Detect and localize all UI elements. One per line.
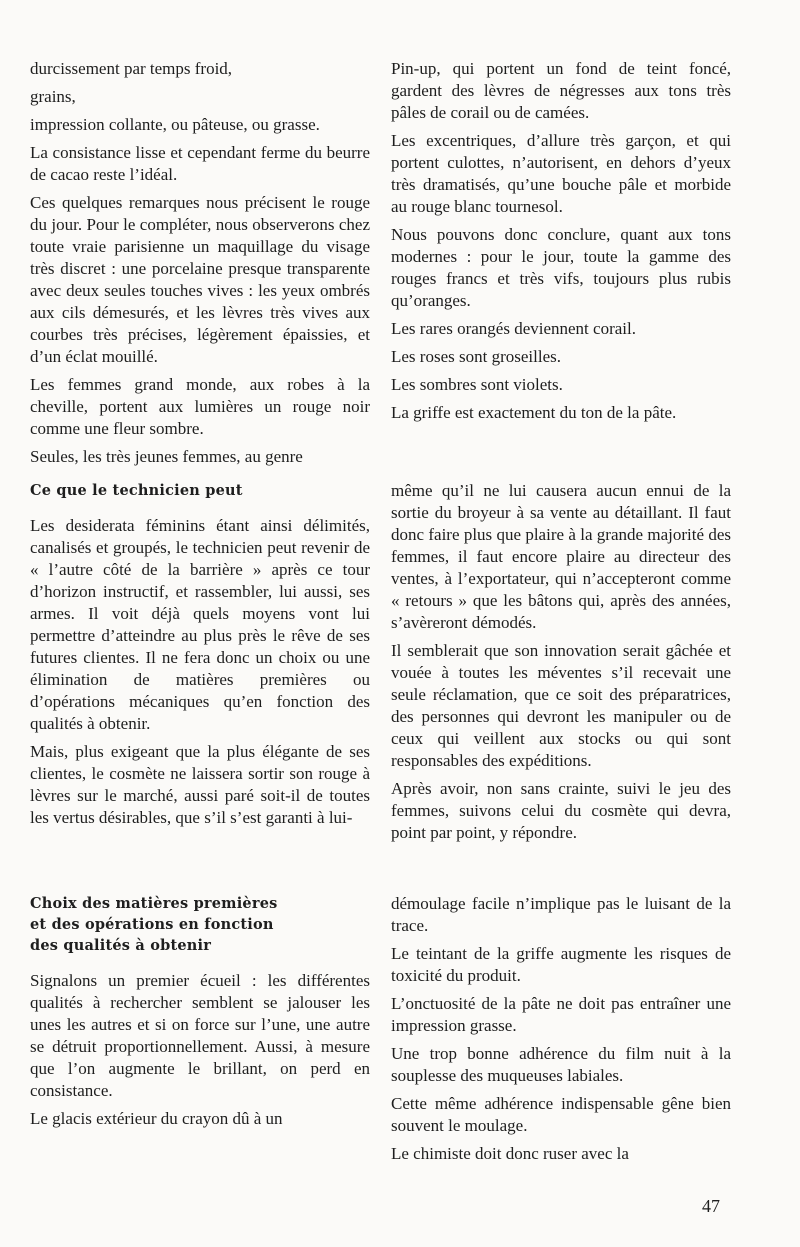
paragraph: Le teintant de la griffe augmente les risques de toxicité du produit. — [391, 944, 731, 985]
page-number: 47 — [702, 1196, 720, 1216]
paragraph: Après avoir, non sans crainte, suivi le jeu des femmes, suivons celui du cosmète qui devra, point par point, y répondre. — [391, 779, 731, 842]
paragraph: Les excentriques, d’allure très garçon, et qui portent culottes, n’autorisent, en dehors d’yeux très dramatisés, qu’une bouche pâle et morbide au rouge blanc tournesol. — [391, 131, 731, 216]
paragraph: Signalons un premier écueil : les différentes qualités à rechercher semblent se jalouser les unes les autres et si on force sur l’une, une autre se détruit proportionnellement. Aussi, à mesure que l’on augmente le brillant, on perd en consistance. — [30, 971, 370, 1100]
paragraph: Les roses sont groseilles. — [391, 347, 561, 366]
section2-right-column — [391, 480, 731, 850]
paragraph: Le chimiste doit donc ruser avec la — [391, 1144, 629, 1163]
paragraph: Le glacis extérieur du crayon dû à un — [30, 1109, 283, 1128]
paragraph: démoulage facile n’implique pas le luisant de la trace. — [391, 894, 731, 935]
section3-right-column — [391, 893, 731, 1171]
paragraph: Les rares orangés deviennent corail. — [391, 319, 636, 338]
paragraph: grains, — [30, 87, 76, 106]
paragraph: durcissement par temps froid, — [30, 59, 233, 78]
section1-left-column — [30, 58, 370, 474]
heading-line: et des opérations en fonction — [30, 916, 274, 933]
paragraph: La consistance lisse et cependant ferme du beurre de cacao reste l’idéal. — [30, 143, 370, 184]
paragraph: La griffe est exactement du ton de la pâte. — [391, 403, 677, 422]
paragraph: Les desiderata féminins étant ainsi délimités, canalisés et groupés, le technicien peut revenir de « l’autre côté de la barrière » après ce tour d’horizon instructif, et rassembler, lui aussi, ses armes. Il voit déjà quels moyens vont lui permettre d’atteindre au plus près le rêve de ses futures clientes. Il ne fera donc un choix ou une élimination de matières premières ou d’opérations mécaniques qu’en fonction des qualités à obtenir. — [30, 516, 370, 733]
paragraph: Mais, plus exigeant que la plus élégante de ses clientes, le cosmète ne laissera sortir son rouge à lèvres sur le marché, aussi paré soit-il de toutes les vertus désirables, que s’il s’est garanti à lui- — [30, 742, 370, 827]
section2-left-column — [30, 480, 370, 835]
section-heading — [30, 893, 370, 956]
paragraph: Cette même adhérence indispensable gêne bien souvent le moulage. — [391, 1094, 731, 1135]
paragraph: L’onctuosité de la pâte ne doit pas entraîner une impression grasse. — [391, 994, 731, 1035]
paragraph: Nous pouvons donc conclure, quant aux tons modernes : pour le jour, toute la gamme des rouges francs et très vifs, toujours plus rubis qu’oranges. — [391, 225, 731, 310]
paragraph: Seules, les très jeunes femmes, au genre — [30, 447, 303, 466]
paragraph: Pin-up, qui portent un fond de teint foncé, gardent des lèvres de négresses aux tons très pâles de corail ou de camées. — [391, 59, 731, 122]
heading-line: des qualités à obtenir — [30, 937, 212, 954]
paragraph: Les sombres sont violets. — [391, 375, 563, 394]
paragraph: impression collante, ou pâteuse, ou grasse. — [30, 115, 320, 134]
section-heading: Ce que le technicien peut — [30, 482, 243, 499]
paragraph: Une trop bonne adhérence du film nuit à la souplesse des muqueuses labiales. — [391, 1044, 731, 1085]
heading-line: Choix des matières premières — [30, 895, 278, 912]
paragraph: même qu’il ne lui causera aucun ennui de la sortie du broyeur à sa vente au détaillant. Il faut donc faire plus que plaire à la grande majorité des femmes, il faut encore plaire au directeur des ventes, à l’exportateur, qui n’accepteront comme « retours » que les bâtons qui, après des années, s’avèreront démodés. — [391, 481, 731, 632]
section3-left-column — [30, 893, 370, 1136]
section1-right-column — [391, 58, 731, 430]
paragraph: Ces quelques remarques nous précisent le rouge du jour. Pour le compléter, nous observerons chez toute vraie parisienne un maquillage du visage très discret : une porcelaine presque transparente avec deux seules touches vives : les yeux ombrés aux cils démesurés, et les lèvres très vives aux courbes très précises, légèrement épaissies, et d’un éclat mouillé. — [30, 193, 370, 366]
paragraph: Il semblerait que son innovation serait gâchée et vouée à toutes les méventes s’il recevait une seule réclamation, que ce soit des préparatrices, des personnes qui devront les manipuler ou de ceux qui veillent aux stocks ou qui sont responsables des expéditions. — [391, 641, 731, 770]
paragraph: Les femmes grand monde, aux robes à la cheville, portent aux lumières un rouge noir comme une fleur sombre. — [30, 375, 370, 438]
